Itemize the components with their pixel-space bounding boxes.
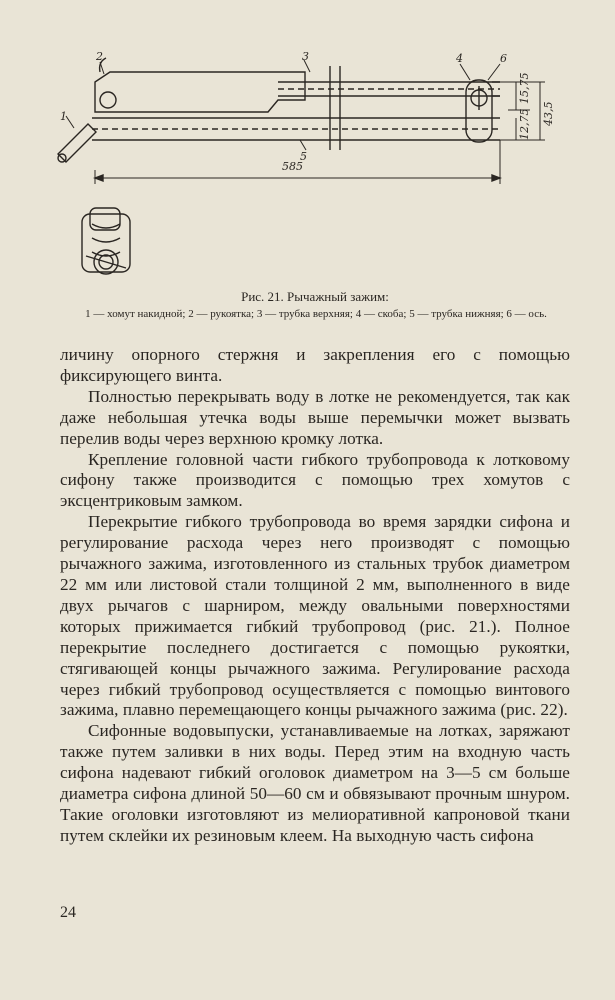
callout-5: 5 — [300, 150, 307, 163]
paragraph: личину опорного стержня и закрепления его с помощью фиксирующего винта. — [60, 345, 570, 385]
callout-2: 2 — [96, 50, 103, 63]
body-text — [60, 345, 570, 847]
figure-lever-clamp — [0, 0, 615, 290]
dimension-bottom-height: 12,75 — [518, 108, 531, 140]
figure-legend: 1 — хомут накидной; 2 — рукоятка; 3 — трубка верхняя; 4 — скоба; 5 — трубка нижняя; 6 — ось. — [85, 308, 547, 320]
paragraph: Крепление головной части гибкого трубопровода к лотковому сифону также производится с помощью трех хомутов с эксцентриковым замком. — [60, 449, 570, 511]
callout-1: 1 — [60, 110, 67, 123]
lever-clamp-drawing — [0, 0, 615, 290]
paragraph: Перекрытие гибкого трубопровода во время зарядки сифона и регулирование расхода через него производят с помощью рычажного зажима, изготовленного из стальных трубок диаметром 22 мм или листовой стали толщиной 2 мм, выполненного в виде двух рычагов с шарниром, между овальными поверхностями которых прижимается гибкий трубопровод (рис. 21.). Полное перекрытие последнего достигается с помощью рукоятки, стягивающей концы рычажного зажима. Регулирование расхода через гибкий трубопровод осуществляется с помощью винтового зажима, плавно перемещающего концы рычажного зажима (рис. 22). — [60, 512, 570, 720]
dimension-total-height: 43,5 — [542, 101, 555, 126]
callout-4: 4 — [456, 52, 463, 65]
figure-caption: Рис. 21. Рычажный зажим: — [241, 289, 389, 304]
paragraph: Сифонные водовыпуски, устанавливаемые на лотках, заряжают также путем заливки в них воды. Перед этим на входную часть сифона надевают гибкий оголовок диаметром на 3—5 см больше диаметра сифона длиной 50—60 см и обвязывают прочным шнуром. Такие оголовки изготовляют из мелиоративной капроновой ткани путем склейки их резиновым клеем. На выходную часть сифона — [60, 721, 570, 845]
callout-6: 6 — [500, 52, 507, 65]
dimension-length: 585 — [282, 160, 303, 173]
paragraph: Полностью перекрывать воду в лотке не рекомендуется, так как даже небольшая утечка воды выше перемычки может вызвать перелив воды через верхнюю кромку лотка. — [60, 386, 570, 448]
page-number: 24 — [60, 904, 76, 921]
callout-3: 3 — [302, 50, 309, 63]
dimension-top-height: 15,75 — [518, 72, 531, 104]
